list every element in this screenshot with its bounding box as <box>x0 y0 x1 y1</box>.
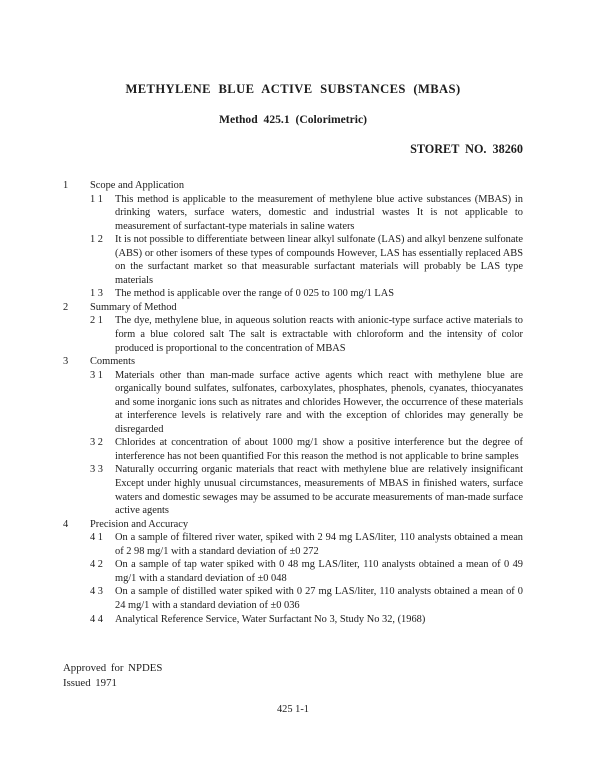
item-text: On a sample of filtered river water, spiked with 2 94 mg LAS/liter, 110 analysts obtained a mean of 2 98 mg/1 with a standard deviation of ±0 272 <box>115 532 523 557</box>
item-text: On a sample of distilled water spiked with 0 27 mg LAS/liter, 110 analysts obtained a mean of 0 24 mg/1 with a standard deviation of ±0 036 <box>115 586 523 611</box>
section-number: 2 <box>63 301 69 313</box>
section-item <box>63 436 523 463</box>
page-title: METHYLENE BLUE ACTIVE SUBSTANCES (MBAS) <box>125 82 461 96</box>
item-text: Materials other than man-made surface active agents which react with methylene blue are organically bound sulfates, sulfonates, carboxylates, phosphates, phenols, cyanates, thiocyanates and some inorganic ions such as nitrates and chlorides However, the occurrence of these materials at interference levels is relatively rare and with the exception of chlorides may generally be disregarded <box>115 369 523 435</box>
section-heading-precision <box>63 518 523 532</box>
item-text: Chlorides at concentration of about 1000 mg/1 show a positive interference but the degree of interference has not been quantified For this reason the method is not applicable to brine samples <box>115 437 523 462</box>
item-number: 2 1 <box>90 315 103 327</box>
section-item <box>63 613 523 627</box>
item-number: 1 1 <box>90 193 103 205</box>
approved-line: Approved for NPDES <box>63 662 163 674</box>
approval-footer <box>63 661 162 691</box>
item-number: 3 2 <box>90 437 103 449</box>
item-text: This method is applicable to the measurement of methylene blue active substances (MBAS) in drinking waters, surface waters, domestic and industrial wastes It is not applicable to measurement of surfactant-type materials in saline waters <box>115 193 523 232</box>
item-text: It is not possible to differentiate between linear alkyl sulfonate (LAS) and alkyl benzene sulfonate (ABS) or other isomers of these types of compounds However, LAS has essentially replaced ABS on the surfactant market so that measurable surfactant materials will probably be LAS type materials <box>115 234 523 286</box>
section-number: 1 <box>63 180 69 191</box>
section-item <box>63 585 523 612</box>
issued-line: Issued 1971 <box>63 677 117 689</box>
item-text: Naturally occurring organic materials that react with methylene blue are relatively insignificant Except under highly unusual circumstances, measurements of MBAS in finished waters, surface waters and domestic sewages may be assumed to be accurate measurements of man-made surface active agents <box>115 464 523 517</box>
section-heading-scope <box>63 179 523 193</box>
item-number: 4 3 <box>90 586 103 598</box>
item-number: 4 2 <box>90 559 103 571</box>
item-text: Analytical Reference Service, Water Surfactant No 3, Study No 32, (1968) <box>115 613 426 625</box>
section-number: 4 <box>63 518 69 530</box>
item-text: The method is applicable over the range of 0 025 to 100 mg/1 LAS <box>115 288 395 300</box>
item-number: 1 3 <box>90 288 103 300</box>
document-body <box>63 179 523 626</box>
page-number: 425 1-1 <box>276 704 310 715</box>
item-number: 1 2 <box>90 234 103 246</box>
item-number: 3 3 <box>90 464 103 476</box>
section-item <box>63 369 523 437</box>
section-title: Summary of Method <box>90 301 177 313</box>
item-text: The dye, methylene blue, in aqueous solution reacts with anionic-type surface active materials to form a blue colored salt The salt is extractable with chloroform and the intensity of color produced is proportional to the concentration of MBAS <box>115 315 523 354</box>
method-subtitle: Method 425.1 (Colorimetric) <box>219 113 367 126</box>
item-text: On a sample of tap water spiked with 0 48 mg LAS/liter, 110 analysts obtained a mean of 0 49 mg/1 with a standard deviation of ±0 048 <box>115 559 523 584</box>
item-number: 4 4 <box>90 613 103 625</box>
section-item <box>63 233 523 287</box>
section-item <box>63 531 523 558</box>
section-title: Precision and Accuracy <box>90 518 189 530</box>
section-title: Comments <box>90 356 136 368</box>
section-item <box>63 314 523 355</box>
section-title: Scope and Application <box>90 180 185 191</box>
document-inner <box>63 82 523 626</box>
section-item <box>63 558 523 585</box>
section-item <box>63 193 523 234</box>
section-number: 3 <box>63 356 69 368</box>
section-heading-comments <box>63 355 523 369</box>
item-number: 4 1 <box>90 532 103 544</box>
section-item <box>63 287 523 301</box>
section-heading-summary <box>63 301 523 315</box>
item-number: 3 1 <box>90 369 103 381</box>
section-item <box>63 463 523 517</box>
storet-number: STORET NO. 38260 <box>410 142 523 156</box>
